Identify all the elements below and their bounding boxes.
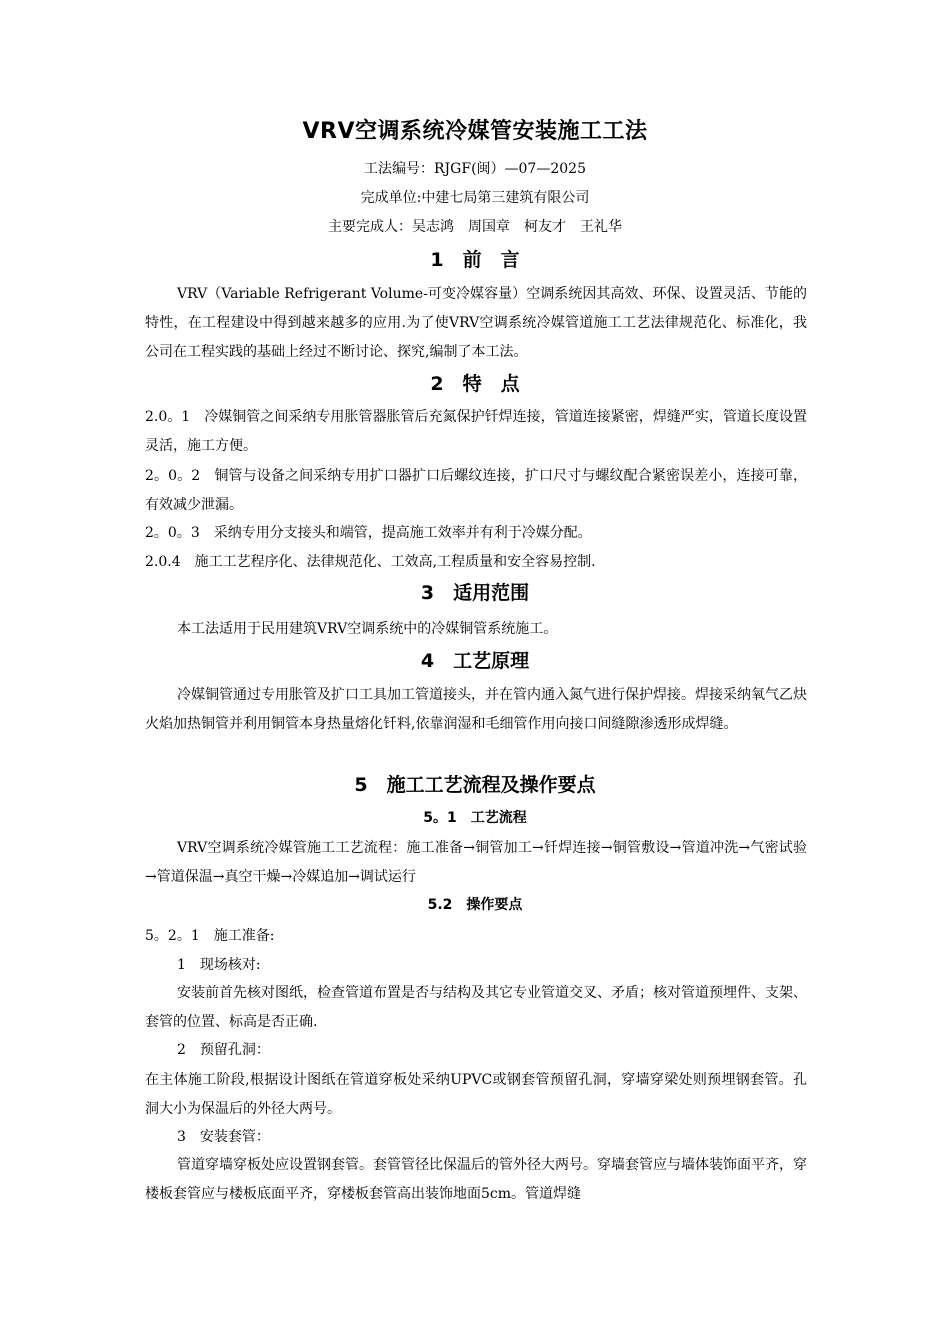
step-3-label: 3 安装套管：	[177, 1129, 270, 1145]
step-3-paragraph: 管道穿墙穿板处应设置钢套管。套管管径比保温后的管外径大两号。穿墙套管应与墙体装饰面平齐，穿楼板套管应与楼板底面平齐，穿楼板套管高出装饰地面5cm。管道焊缝	[145, 1157, 807, 1202]
section-1-heading: 1 前 言	[430, 249, 520, 271]
feature-item-4: 2.0.4 施工工艺程序化、法律规范化、工效高,工程质量和安全容易控制.	[145, 554, 596, 570]
section-2-heading: 2 特 点	[430, 373, 520, 395]
process-flow-paragraph: VRV空调系统冷媒管施工工艺流程：施工准备→铜管加工→钎焊连接→铜管敷设→管道冲洗→气密试验→管道保温→真空干燥→冷媒追加→调试运行	[145, 840, 807, 885]
step-2-paragraph: 在主体施工阶段,根据设计图纸在管道穿板处采纳UPVC或钢套管预留孔洞，穿墙穿梁处则预埋钢套管。孔洞大小为保温后的外径大两号。	[145, 1072, 807, 1117]
completion-unit: 完成单位:中建七局第三建筑有限公司	[360, 190, 590, 206]
feature-item-1: 2.0。1 冷媒铜管之间采纳专用胀管器胀管后充氮保护钎焊连接，管道连接紧密，焊缝严实，管道长度设置灵活，施工方便。	[145, 409, 807, 454]
subsection-5-2-1-heading: 5。2。1 施工准备:	[145, 928, 275, 944]
feature-item-2: 2。0。2 铜管与设备之间采纳专用扩口器扩口后螺纹连接，扩口尺寸与螺纹配合紧密误差小，连接可靠，有效减少泄漏。	[145, 468, 807, 513]
step-2-label: 2 预留孔洞：	[177, 1042, 270, 1058]
section-4-heading: 4 工艺原理	[420, 650, 530, 672]
document-title: VRV空调系统冷媒管安装施工工法	[302, 119, 648, 144]
section-4-paragraph: 冷媒铜管通过专用胀管及扩口工具加工管道接头，并在管内通入氮气进行保护焊接。焊接采纳氧气乙炔火焰加热铜管并利用铜管本身热量熔化钎料,依靠润湿和毛细管作用向接口间缝隙渗透形成焊缝。	[145, 687, 807, 732]
section-3-paragraph: 本工法适用于民用建筑VRV空调系统中的冷媒铜管系统施工。	[177, 621, 558, 637]
subsection-5-2-heading: 5.2 操作要点	[427, 897, 523, 913]
subsection-5-1-heading: 5。1 工艺流程	[423, 810, 527, 826]
main-authors: 主要完成人：吴志鸿 周国章 柯友才 王礼华	[328, 219, 622, 235]
section-5-heading: 5 施工工艺流程及操作要点	[354, 774, 596, 796]
section-1-paragraph: VRV（Variable Refrigerant Volume-可变冷媒容量）空调系统因其高效、环保、设置灵活、节能的特性，在工程建设中得到越来越多的应用.为了使VRV空调系统冷媒管道施工工艺法律规范化、标准化，我公司在工程实践的基础上经过不断讨论、探究,编制了本工法。	[145, 286, 807, 360]
step-1-paragraph: 安装前首先核对图纸，检查管道布置是否与结构及其它专业管道交叉、矛盾；核对管道预埋件、支架、套管的位置、标高是否正确.	[145, 985, 807, 1030]
step-1-label: 1 现场核对:	[177, 957, 261, 973]
method-code: 工法编号：RJGF(闽）—07—2025	[364, 161, 586, 177]
feature-item-3: 2。0。3 采纳专用分支接头和端管，提高施工效率并有利于冷媒分配。	[145, 525, 592, 541]
section-3-heading: 3 适用范围	[420, 582, 530, 604]
